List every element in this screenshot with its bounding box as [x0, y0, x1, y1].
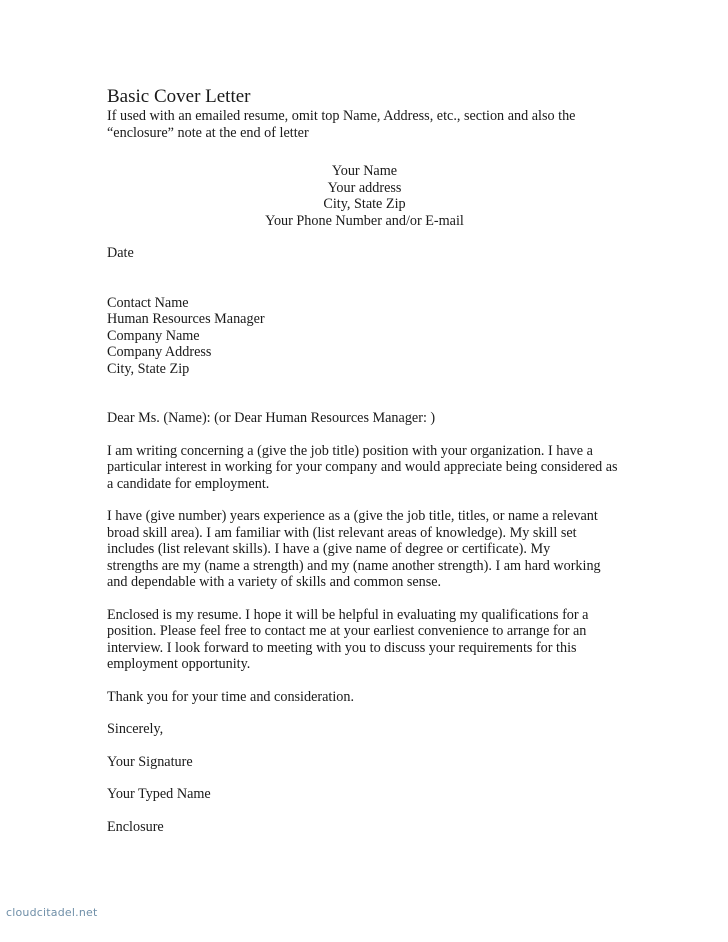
- typed-name: Your Typed Name: [107, 786, 211, 802]
- recipient-city: City, State Zip: [107, 360, 190, 377]
- paragraph-line: broad skill area). I am familiar with (list relevant areas of knowledge). My skill set: [107, 524, 577, 541]
- recipient-block: [107, 295, 667, 378]
- paragraph-line: a candidate for employment.: [107, 475, 270, 492]
- sender-block: [107, 163, 622, 229]
- signature: Your Signature: [107, 753, 193, 770]
- recipient-company: Company Name: [107, 327, 200, 344]
- document-title: Basic Cover Letter: [107, 86, 251, 107]
- letter-date: Date: [107, 245, 134, 261]
- letter-body: [107, 86, 667, 835]
- paragraph-line: Enclosed is my resume. I hope it will be helpful in evaluating my qualifications for a: [107, 606, 589, 623]
- usage-note: [107, 108, 667, 141]
- paragraph-intro: [107, 443, 667, 493]
- paragraph-line: and dependable with a variety of skills and common sense.: [107, 574, 442, 590]
- recipient-contact-name: Contact Name: [107, 294, 189, 311]
- paragraph-line: employment opportunity.: [107, 656, 251, 672]
- enclosure-note: Enclosure: [107, 818, 164, 835]
- sender-contact: Your Phone Number and/or E-mail: [265, 212, 464, 229]
- salutation: Dear Ms. (Name): (or Dear Human Resources Manager: ): [107, 410, 436, 426]
- paragraph-enclosed: [107, 607, 667, 673]
- closing: Sincerely,: [107, 721, 164, 737]
- paragraph-line: strengths are my (name a strength) and my (name another strength). I am hard working: [107, 557, 601, 574]
- paragraph-line: I am writing concerning a (give the job title) position with your organization. I have a: [107, 442, 593, 459]
- thanks-line: Thank you for your time and consideration.: [107, 688, 355, 705]
- sender-address: Your address: [327, 179, 402, 196]
- sender-city: City, State Zip: [323, 196, 406, 212]
- paragraph-line: interview. I look forward to meeting with you to discuss your requirements for this: [107, 639, 577, 656]
- paragraph-experience: [107, 508, 667, 591]
- paragraph-line: includes (list relevant skills). I have a (give name of degree or certificate). My: [107, 541, 551, 557]
- recipient-title: Human Resources Manager: [107, 311, 265, 327]
- recipient-address: Company Address: [107, 344, 212, 360]
- paragraph-line: I have (give number) years experience as a (give the job title, titles, or name a relevant: [107, 508, 598, 524]
- paragraph-line: position. Please feel free to contact me at your earliest convenience to arrange for an: [107, 623, 587, 639]
- watermark: cloudcitadel.net: [6, 906, 98, 919]
- usage-note-line: If used with an emailed resume, omit top Name, Address, etc., section and also the: [107, 108, 576, 124]
- sender-name: Your Name: [331, 163, 398, 179]
- usage-note-line: “enclosure” note at the end of letter: [107, 124, 309, 141]
- paragraph-line: particular interest in working for your company and would appreciate being considered as: [107, 459, 618, 475]
